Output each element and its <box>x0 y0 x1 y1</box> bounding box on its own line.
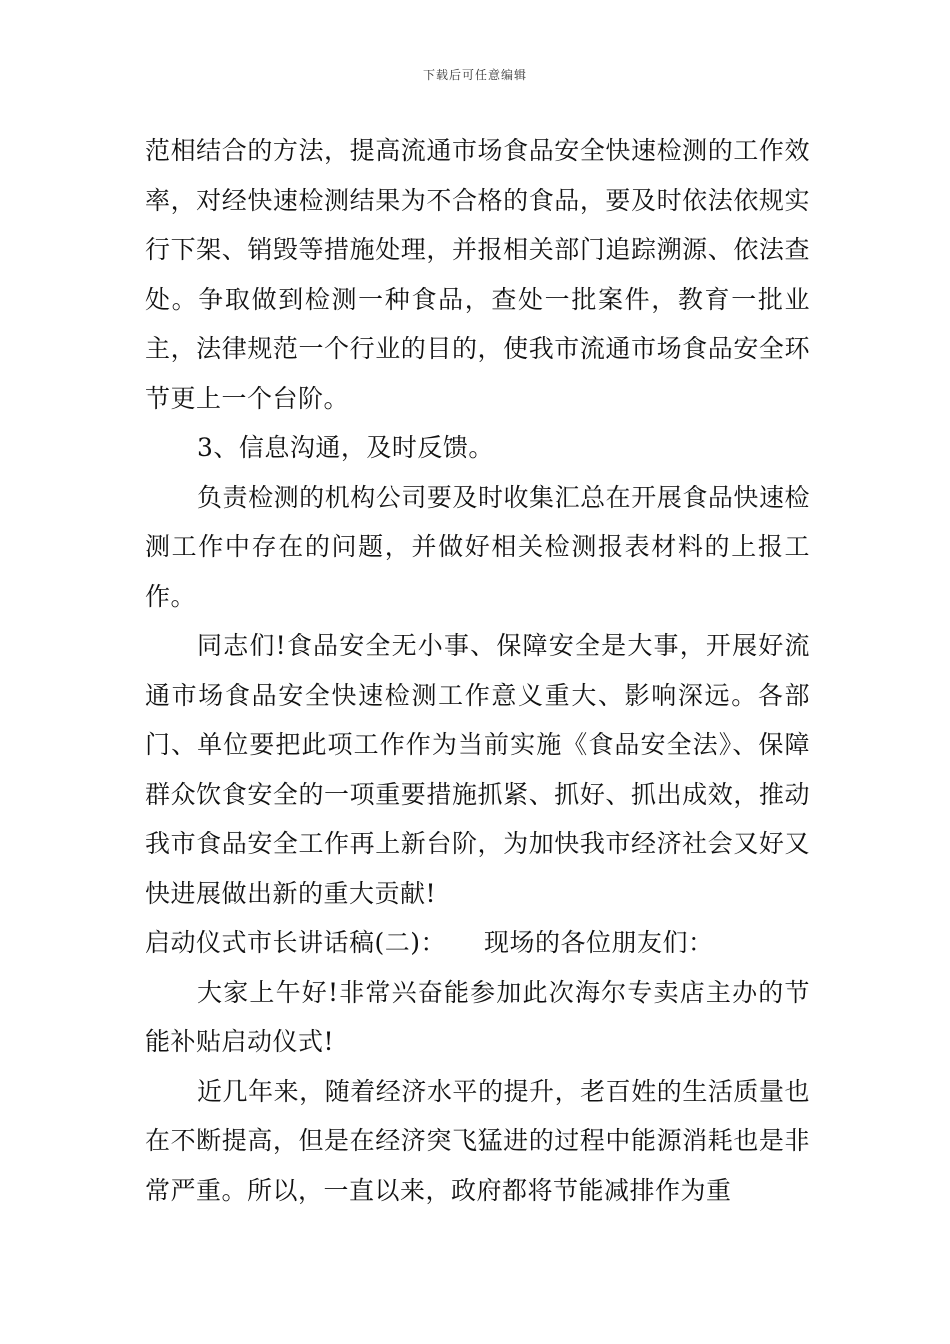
section-title: 启动仪式市长讲话稿(二)： <box>145 928 447 957</box>
paragraph-background: 近几年来，随着经济水平的提升，老百姓的生活质量也在不断提高，但是在经济突飞猛进的过程中能源消耗也是非常严重。所以，一直以来，政府都将节能减排作为重 <box>145 1076 810 1205</box>
document-body <box>145 126 810 1215</box>
section-title-line <box>145 918 810 968</box>
paragraph-opening: 大家上午好!非常兴奋能参加此次海尔专卖店主办的节能补贴启动仪式! <box>145 977 810 1056</box>
page-header-note: 下载后可任意编辑 <box>422 68 527 82</box>
section-greeting: 现场的各位朋友们： <box>484 928 714 957</box>
paragraph-continuation: 范相结合的方法，提高流通市场食品安全快速检测的工作效率，对经快速检测结果为不合格的食品，要及时依法依规实行下架、销毁等措施处理，并报相关部门追踪溯源、依法查处。争取做到检测一种食品，查处一批案件，教育一批业主，法律规范一个行业的目的，使我市流通市场食品安全环节更上一个台阶。 <box>145 136 810 413</box>
paragraph-feedback: 负责检测的机构公司要及时收集汇总在开展食品快速检测工作中存在的问题，并做好相关检测报表材料的上报工作。 <box>145 482 810 611</box>
paragraph-subheading: 3、信息沟通，及时反馈。 <box>197 433 494 462</box>
paragraph-closing: 同志们!食品安全无小事、保障安全是大事，开展好流通市场食品安全快速检测工作意义重大、影响深远。各部门、单位要把此项工作作为当前实施《食品安全法》、保障群众饮食安全的一项重要措施抓紧、抓好、抓出成效，推动我市食品安全工作再上新台阶，为加快我市经济社会又好又快进展做出新的重大贡献! <box>145 631 810 908</box>
